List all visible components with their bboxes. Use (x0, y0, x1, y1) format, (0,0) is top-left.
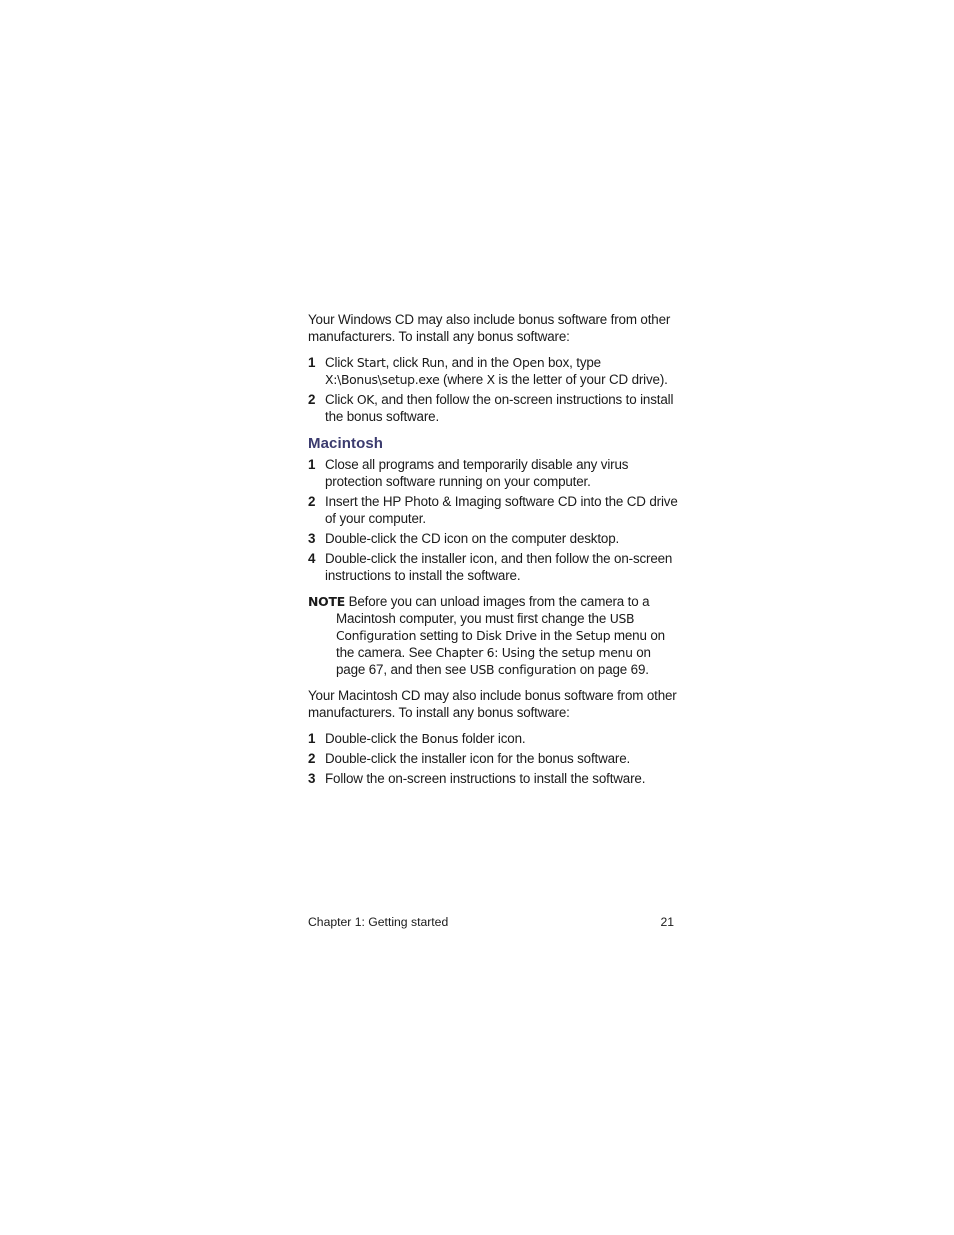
step-text: Double-click the installer icon for the bonus software. (325, 751, 631, 766)
step-text: folder icon. (458, 731, 526, 746)
ui-term-usb-configuration: USB Configuration (336, 611, 635, 643)
step-text: Close all programs and temporarily disable any virus protection software running on your computer. (325, 457, 629, 489)
ui-term-ok: OK (356, 392, 375, 407)
step-text: is the letter of your CD drive). (494, 372, 668, 387)
page-body (308, 311, 678, 790)
note-text: on page 67, and then see (336, 645, 651, 677)
step-text: , and then follow the on-screen instructions to install the bonus software. (325, 392, 674, 424)
windows-intro-paragraph: Your Windows CD may also include bonus software from other manufacturers. To install any bonus software: (308, 312, 671, 344)
footer-chapter-title: Chapter 1: Getting started (308, 915, 449, 929)
step-text: , click (385, 355, 422, 370)
step-number: 1 (308, 457, 316, 472)
note-block (308, 593, 678, 678)
step-text: Double-click the installer icon, and then follow the on-screen instructions to install the software. (325, 551, 673, 583)
step-text: Follow the on-screen instructions to install the software. (325, 771, 646, 786)
step-text: , and in the (444, 355, 513, 370)
list-item (308, 456, 678, 490)
ui-term-setup: Setup (575, 628, 611, 643)
step-text: Click (325, 355, 357, 370)
ui-term-start: Start (356, 355, 386, 370)
ui-term-chapter-6: Chapter 6: Using the setup menu (435, 645, 633, 660)
note-text: setting to (416, 628, 477, 643)
page-number: 21 (660, 915, 674, 929)
mac-steps-list (308, 456, 678, 584)
list-item (308, 770, 678, 787)
step-text: Double-click the (325, 731, 422, 746)
step-number: 1 (308, 731, 316, 746)
step-number: 4 (308, 551, 316, 566)
ui-term-usb-config-ref: USB configuration (469, 662, 577, 677)
step-number: 3 (308, 771, 316, 786)
ui-term-run: Run (421, 355, 445, 370)
mac-bonus-intro-paragraph: Your Macintosh CD may also include bonus software from other manufacturers. To install any bonus software: (308, 688, 677, 720)
list-item (308, 730, 678, 747)
step-text: Double-click the CD icon on the computer desktop. (325, 531, 620, 546)
note-text: menu on the camera. See (336, 628, 665, 660)
list-item (308, 550, 678, 584)
step-number: 2 (308, 751, 316, 766)
list-item (308, 391, 678, 425)
ui-term-open: Open (512, 355, 545, 370)
step-number: 2 (308, 392, 316, 407)
step-text: box, type (544, 355, 601, 370)
step-text: Insert the HP Photo & Imaging software CD into the CD drive of your computer. (325, 494, 678, 526)
ui-term-setup-path: X:\Bonus\setup.exe (325, 372, 440, 387)
step-number: 2 (308, 494, 316, 509)
list-item (308, 493, 678, 527)
step-text: (where (439, 372, 487, 387)
section-heading-macintosh: Macintosh (308, 435, 384, 452)
note-text: on page 69. (576, 662, 649, 677)
ui-term-disk-drive: Disk Drive (476, 628, 537, 643)
mac-bonus-steps-list (308, 730, 678, 787)
ui-term-bonus: Bonus (421, 731, 459, 746)
note-text: in the (536, 628, 576, 643)
ui-term-drive-letter: X (486, 372, 495, 387)
list-item (308, 750, 678, 767)
step-number: 1 (308, 355, 316, 370)
note-label: NOTE (308, 594, 346, 609)
list-item (308, 354, 678, 388)
list-item (308, 530, 678, 547)
step-number: 3 (308, 531, 316, 546)
step-text: Click (325, 392, 357, 407)
windows-steps-list (308, 354, 678, 425)
note-text: Before you can unload images from the camera to a Macintosh computer, you must first change the (336, 594, 650, 626)
